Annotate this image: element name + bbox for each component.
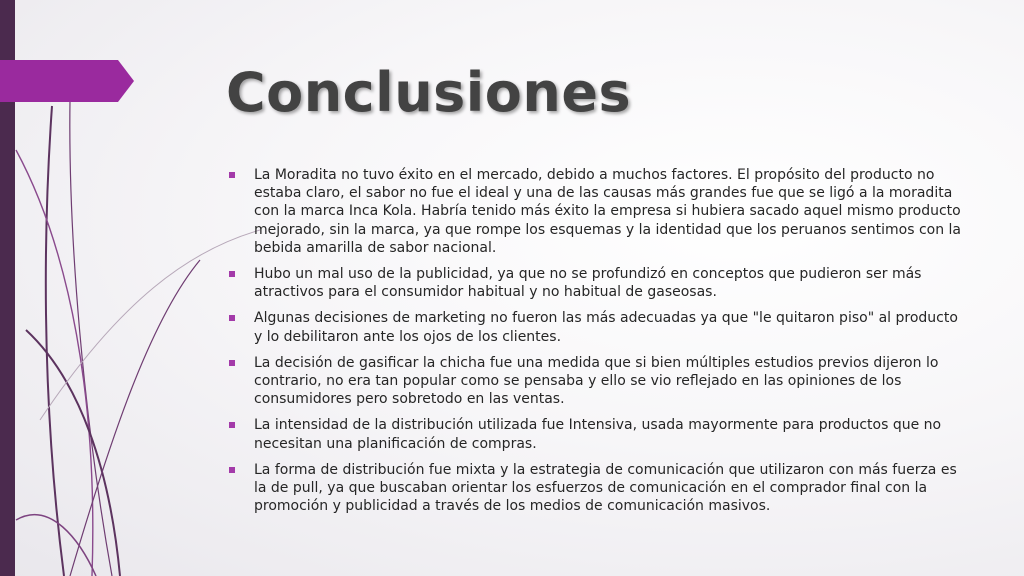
bullet-list [226, 166, 966, 515]
bullet-text: La Moradita no tuvo éxito en el mercado, debido a muchos factores. El propósito del producto no estaba claro, el sabor no fue el ideal y una de las causas más grandes fue que se ligó a la moradita con la marca Inca Kola. Habría tenido más éxito la empresa si hubiera sacado aquel mismo producto mejorado, sin la marca, ya que rompe los esquemas y la identidad que los peruanos sentimos con la bebida amarilla de sabor nacional. [254, 167, 962, 256]
decorative-curve [46, 106, 64, 576]
bullet-text: Algunas decisiones de marketing no fueron las más adecuadas ya que "le quitaron piso" al producto y lo debilitaron ante los ojos de los clientes. [254, 310, 958, 345]
slide-title: Conclusiones [226, 61, 632, 124]
square-bullet-icon [229, 172, 235, 178]
decorative-curve [16, 515, 96, 576]
bullet-item [226, 461, 966, 516]
square-bullet-icon [229, 271, 235, 277]
decorative-curve [70, 100, 112, 576]
title-accent-arrow [0, 60, 134, 102]
bullet-item [226, 265, 966, 301]
bullet-text: La decisión de gasificar la chicha fue una medida que si bien múltiples estudios previos dijeron lo contrario, no era tan popular como se pensaba y ello se vio reflejado en las opiniones de los consumidores pero sobretodo en las ventas. [254, 354, 939, 408]
bullet-text: Hubo un mal uso de la publicidad, ya que no se profundizó en conceptos que pudieron ser más atractivos para el consumidor habitual y no habitual de gaseosas. [254, 266, 922, 301]
bullet-item [226, 354, 966, 409]
bullet-text: La intensidad de la distribución utilizada fue Intensiva, usada mayormente para productos que no necesitan una planificación de compras. [254, 417, 942, 452]
slide-content [226, 166, 966, 523]
bullet-item [226, 166, 966, 257]
bullet-item [226, 416, 966, 452]
square-bullet-icon [229, 467, 235, 473]
decorative-curve [70, 260, 200, 576]
square-bullet-icon [229, 315, 235, 321]
bullet-item [226, 309, 966, 345]
square-bullet-icon [229, 360, 235, 366]
bullet-text: La forma de distribución fue mixta y la estrategia de comunicación que utilizaron con más fuerza es la de pull, ya que buscaban orientar los esfuerzos de comunicación en el comprador final con la promoción y publicidad a través de los medios de comunicación masivos. [254, 461, 957, 515]
square-bullet-icon [229, 422, 235, 428]
